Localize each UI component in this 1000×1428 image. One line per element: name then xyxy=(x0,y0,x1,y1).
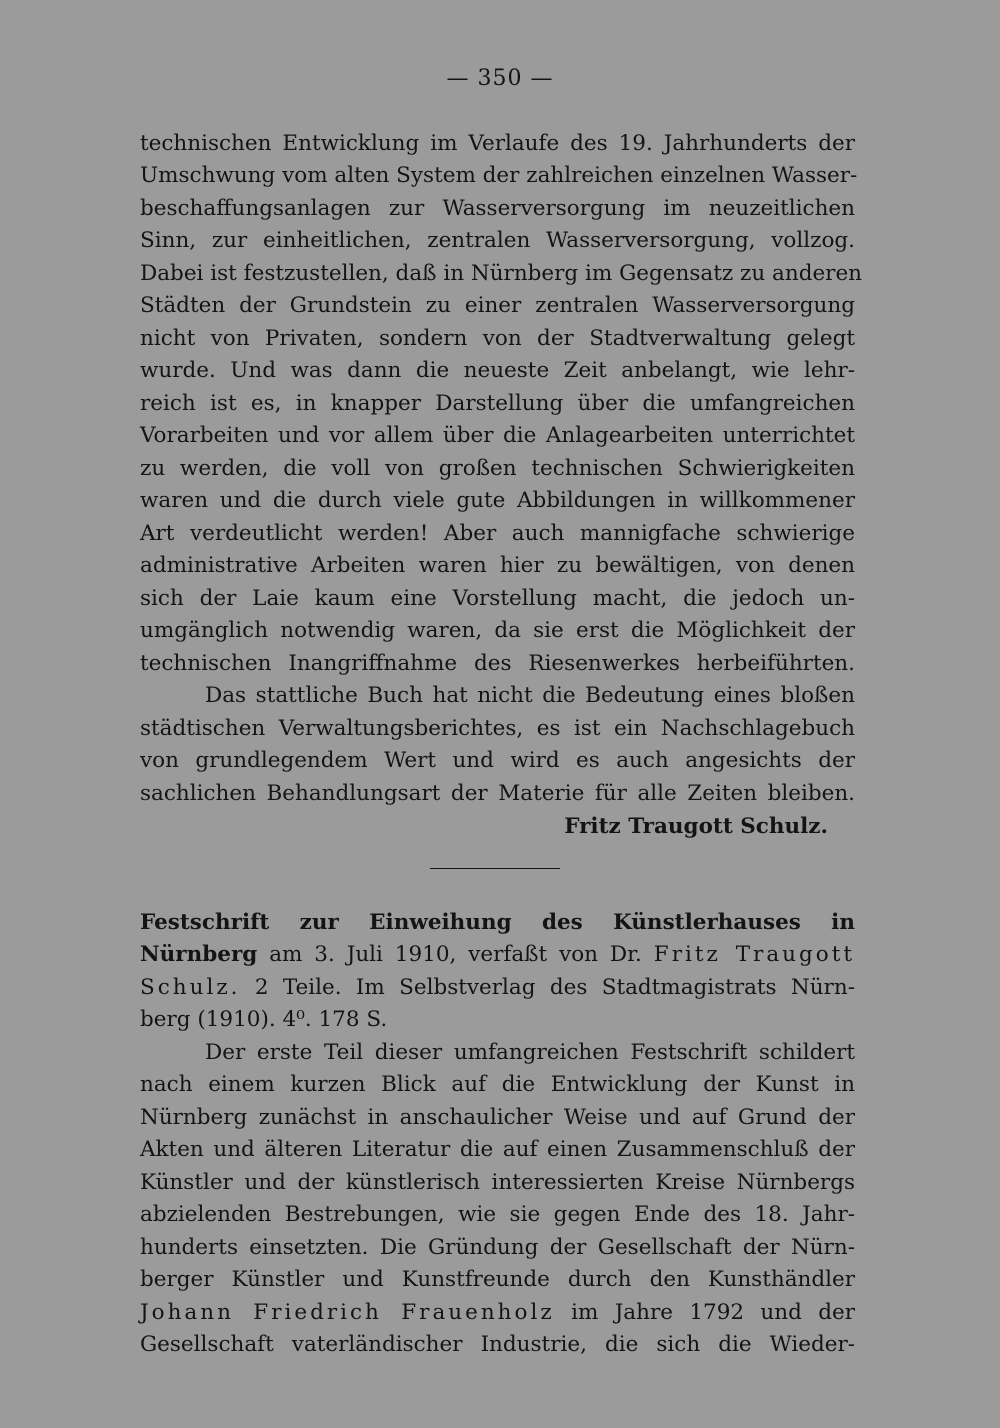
text-line: Städten der Grundstein zu einer zentralen Wasserversorgung xyxy=(140,293,855,318)
text-line: städtischen Verwaltungsberichtes, es ist ein Nachschlagebuch xyxy=(140,716,855,741)
text-line: nicht von Privaten, sondern von der Stadtverwaltung gelegt xyxy=(140,326,855,351)
title-details: am 3. Juli 1910, verfaßt von Dr. xyxy=(269,942,642,967)
text-line: Vorarbeiten und vor allem über die Anlagearbeiten unterrichtet xyxy=(140,423,855,448)
publication-details-end: berg (1910). 4⁰. 178 S. xyxy=(140,1007,388,1032)
text-line: sachlichen Behandlungsart der Materie für alle Zeiten bleiben. xyxy=(140,781,855,806)
text-fragment: im Jahre 1792 und der xyxy=(571,1300,856,1325)
page-number: — 350 — xyxy=(446,66,554,91)
text-line: Umschwung vom alten System der zahlreichen einzelnen Wasser- xyxy=(140,163,858,188)
person-name: Johann Friedrich Frauenholz xyxy=(140,1300,555,1325)
text-line: hunderts einsetzten. Die Gründung der Gesellschaft der Nürn- xyxy=(140,1235,855,1260)
author-name: Fritz Traugott xyxy=(653,942,855,967)
text-line: zu werden, die voll von großen technischen Schwierigkeiten xyxy=(140,456,855,481)
review-title-line xyxy=(140,974,855,1002)
review-title: Festschrift zur Einweihung des Künstlerhauses in xyxy=(140,910,855,935)
text-line: umgänglich notwendig waren, da sie erst die Möglichkeit der xyxy=(140,618,855,643)
text-line: administrative Arbeiten waren hier zu bewältigen, von denen xyxy=(140,553,855,578)
text-line: von grundlegendem Wert und wird es auch angesichts der xyxy=(140,748,855,773)
text-line: waren und die durch viele gute Abbildungen in willkommener xyxy=(140,488,855,513)
text-line: Der erste Teil dieser umfangreichen Festschrift schildert xyxy=(205,1040,855,1065)
text-line: wurde. Und was dann die neueste Zeit anbelangt, wie lehr- xyxy=(140,358,855,383)
text-line: Das stattliche Buch hat nicht die Bedeutung eines bloßen xyxy=(205,683,855,708)
author-signature: Fritz Traugott Schulz. xyxy=(564,814,828,839)
text-line: nach einem kurzen Blick auf die Entwicklung der Kunst in xyxy=(140,1072,855,1097)
text-line: Akten und älteren Literatur die auf einen Zusammenschluß der xyxy=(140,1137,855,1162)
text-line: Dabei ist festzustellen, daß in Nürnberg im Gegensatz zu anderen xyxy=(140,261,863,286)
author-surname: Schulz. xyxy=(140,975,241,1000)
text-line xyxy=(140,1299,855,1327)
text-line: abzielenden Bestrebungen, wie sie gegen Ende des 18. Jahr- xyxy=(140,1202,855,1227)
publication-details: 2 Teile. Im Selbstverlag des Stadtmagistrats Nürn- xyxy=(254,975,855,1000)
text-line: beschaffungsanlagen zur Wasserversorgung im neuzeitlichen xyxy=(140,196,855,221)
text-line: Nürnberg zunächst in anschaulicher Weise und auf Grund der xyxy=(140,1105,855,1130)
text-line: technischen Inangriffnahme des Riesenwerkes herbeiführten. xyxy=(140,651,855,676)
text-line: sich der Laie kaum eine Vorstellung macht, die jedoch un- xyxy=(140,586,855,611)
title-place: Nürnberg xyxy=(140,942,258,967)
text-line: Künstler und der künstlerisch interessierten Kreise Nürnbergs xyxy=(140,1170,855,1195)
text-line: technischen Entwicklung im Verlaufe des 19. Jahrhunderts der xyxy=(140,131,855,156)
review-title-line xyxy=(140,941,855,969)
text-line: Gesellschaft vaterländischer Industrie, die sich die Wieder- xyxy=(140,1332,855,1357)
text-line: Sinn, zur einheitlichen, zentralen Wasserversorgung, vollzog. xyxy=(140,228,855,253)
text-line: Art verdeutlicht werden! Aber auch mannigfache schwierige xyxy=(140,521,855,546)
text-line: berger Künstler und Kunstfreunde durch den Kunsthändler xyxy=(140,1267,855,1292)
section-divider xyxy=(430,868,560,869)
text-line: reich ist es, in knapper Darstellung über die umfangreichen xyxy=(140,391,855,416)
